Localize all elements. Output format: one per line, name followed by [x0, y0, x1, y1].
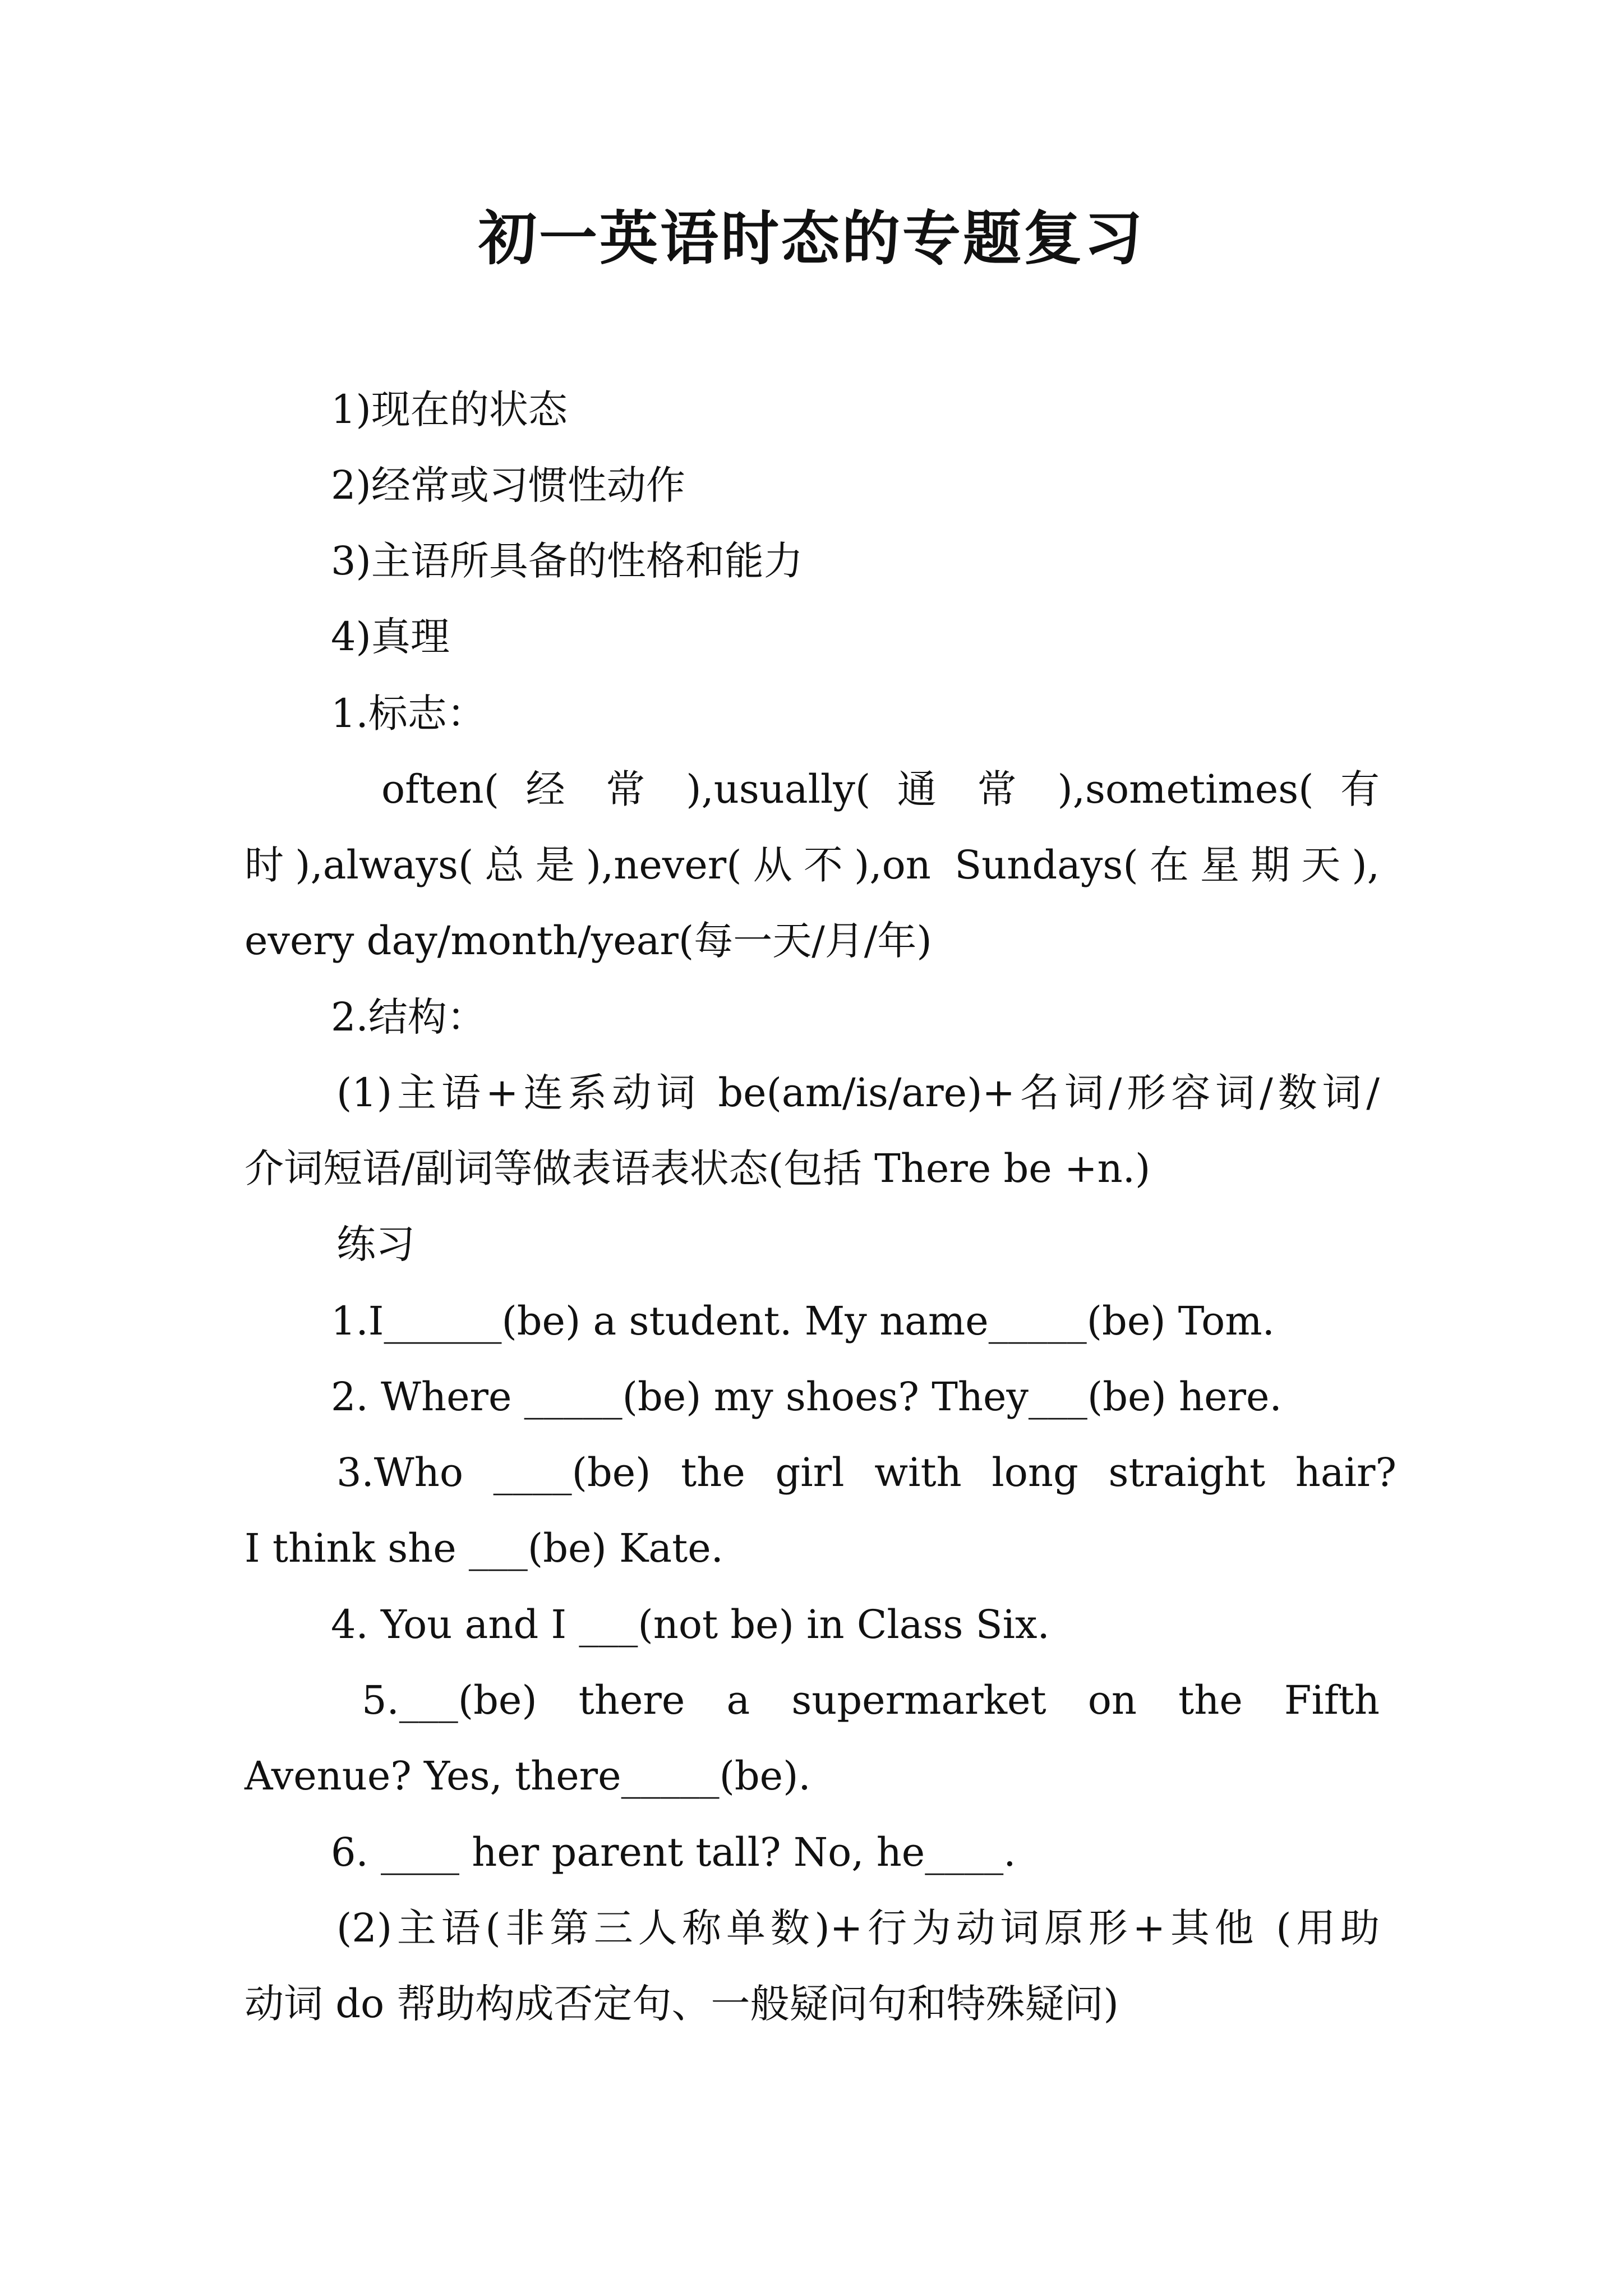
practice-heading: 练习: [336, 1221, 415, 1267]
rule-line: (2)主语(非第三人称单数)+行为动词原形+其他 (用助: [336, 1905, 1380, 1951]
markers-line: often( 经 常 ),usually( 通 常 ),sometimes( 有: [381, 766, 1380, 812]
exercise-line: Avenue? Yes, there_____(be).: [245, 1753, 811, 1799]
markers-heading: 1.标志：: [331, 691, 486, 737]
rule-line: 动词 do 帮助构成否定句、一般疑问句和特殊疑问): [245, 1981, 1119, 2027]
exercise-line: 6. ____ her parent tall? No, he____.: [331, 1829, 1016, 1875]
usage-line: 4)真理: [331, 614, 450, 660]
rule-line: 介词短语/副词等做表语表状态(包括 There be +n.): [245, 1145, 1151, 1191]
exercise-line: 4. You and I ___(not be) in Class Six.: [331, 1602, 1050, 1648]
exercise-line: I think she ___(be) Kate.: [245, 1525, 723, 1571]
usage-line: 1)现在的状态: [331, 386, 568, 432]
document-title: 初一英语时态的专题复习: [478, 204, 1145, 273]
markers-line: every day/month/year(每一天/月/年): [245, 918, 932, 964]
exercise-line: 2. Where _____(be) my shoes? They___(be) here.: [331, 1374, 1282, 1420]
exercise-line: 1.I______(be) a student. My name_____(be) Tom.: [331, 1298, 1275, 1344]
rule-line: (1)主语+连系动词 be(am/is/are)+名词/形容词/数词/: [336, 1070, 1380, 1116]
exercise-line: 5.___(be) there a supermarket on the Fifth: [362, 1677, 1380, 1723]
markers-line: 时),always(总是),never(从不),on Sundays(在星期天),: [245, 842, 1380, 888]
structure-heading: 2.结构：: [331, 994, 486, 1040]
exercise-line: 3.Who ____(be) the girl with long straight hair?: [336, 1450, 1396, 1496]
usage-line: 2)经常或习惯性动作: [331, 462, 685, 508]
usage-line: 3)主语所具备的性格和能力: [331, 538, 803, 584]
